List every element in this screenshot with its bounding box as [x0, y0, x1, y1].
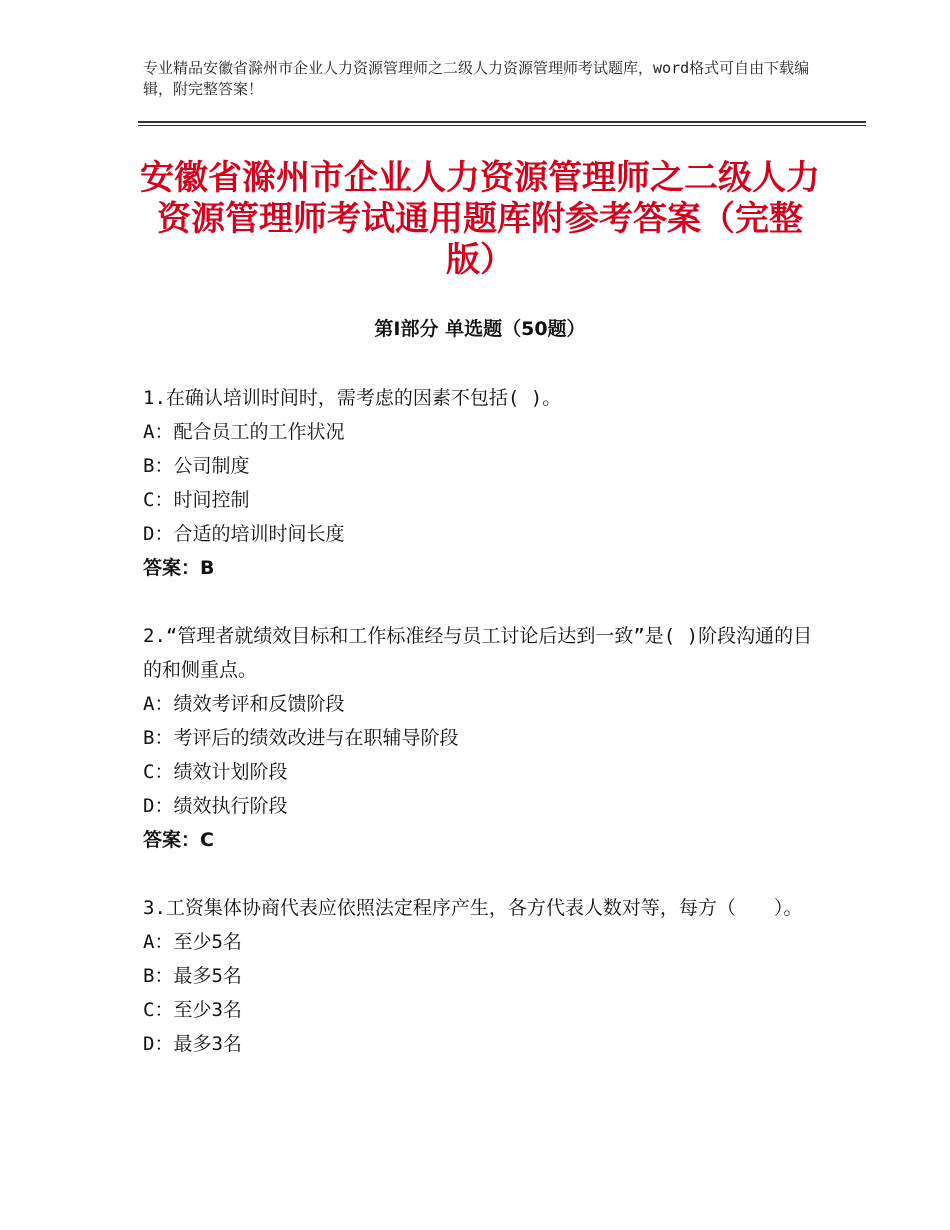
- option-a: A：绩效考评和反馈阶段: [143, 693, 345, 715]
- answer: 答案：C: [143, 829, 214, 851]
- question-text: 3.工资集体协商代表应依照法定程序产生，各方代表人数对等，每方（ ）。: [143, 897, 803, 919]
- option-b: B：最多5名: [143, 965, 242, 987]
- option-c: C：至少3名: [143, 999, 242, 1021]
- option-b: B：考评后的绩效改进与在职辅导阶段: [143, 727, 459, 749]
- option-a: A：配合员工的工作状况: [143, 421, 345, 443]
- option-a: A：至少5名: [143, 931, 242, 953]
- option-d: D：最多3名: [143, 1033, 242, 1055]
- header-rule-thin: [138, 125, 866, 126]
- question-2: [143, 619, 823, 857]
- option-c: C：时间控制: [143, 489, 250, 511]
- answer: 答案：B: [143, 557, 215, 579]
- header-rule-thick: [138, 121, 866, 123]
- document-title: 安徽省滁州市企业人力资源管理师之二级人力资源管理师考试通用题库附参考答案（完整版）: [140, 158, 820, 280]
- header-note: 专业精品安徽省滁州市企业人力资源管理师之二级人力资源管理师考试题库，word格式可自由下载编辑，附完整答案！: [143, 59, 810, 98]
- question-1: [143, 381, 823, 585]
- section-heading: 第Ⅰ部分 单选题（50题）: [374, 318, 586, 340]
- option-d: D：合适的培训时间长度: [143, 523, 345, 545]
- question-text: 2.“管理者就绩效目标和工作标准经与员工讨论后达到一致”是( )阶段沟通的目的和侧重点。: [143, 625, 813, 681]
- option-b: B：公司制度: [143, 455, 250, 477]
- option-d: D：绩效执行阶段: [143, 795, 288, 817]
- option-c: C：绩效计划阶段: [143, 761, 288, 783]
- question-3: [143, 891, 823, 1061]
- question-text: 1.在确认培训时间时，需考虑的因素不包括( )。: [143, 387, 562, 409]
